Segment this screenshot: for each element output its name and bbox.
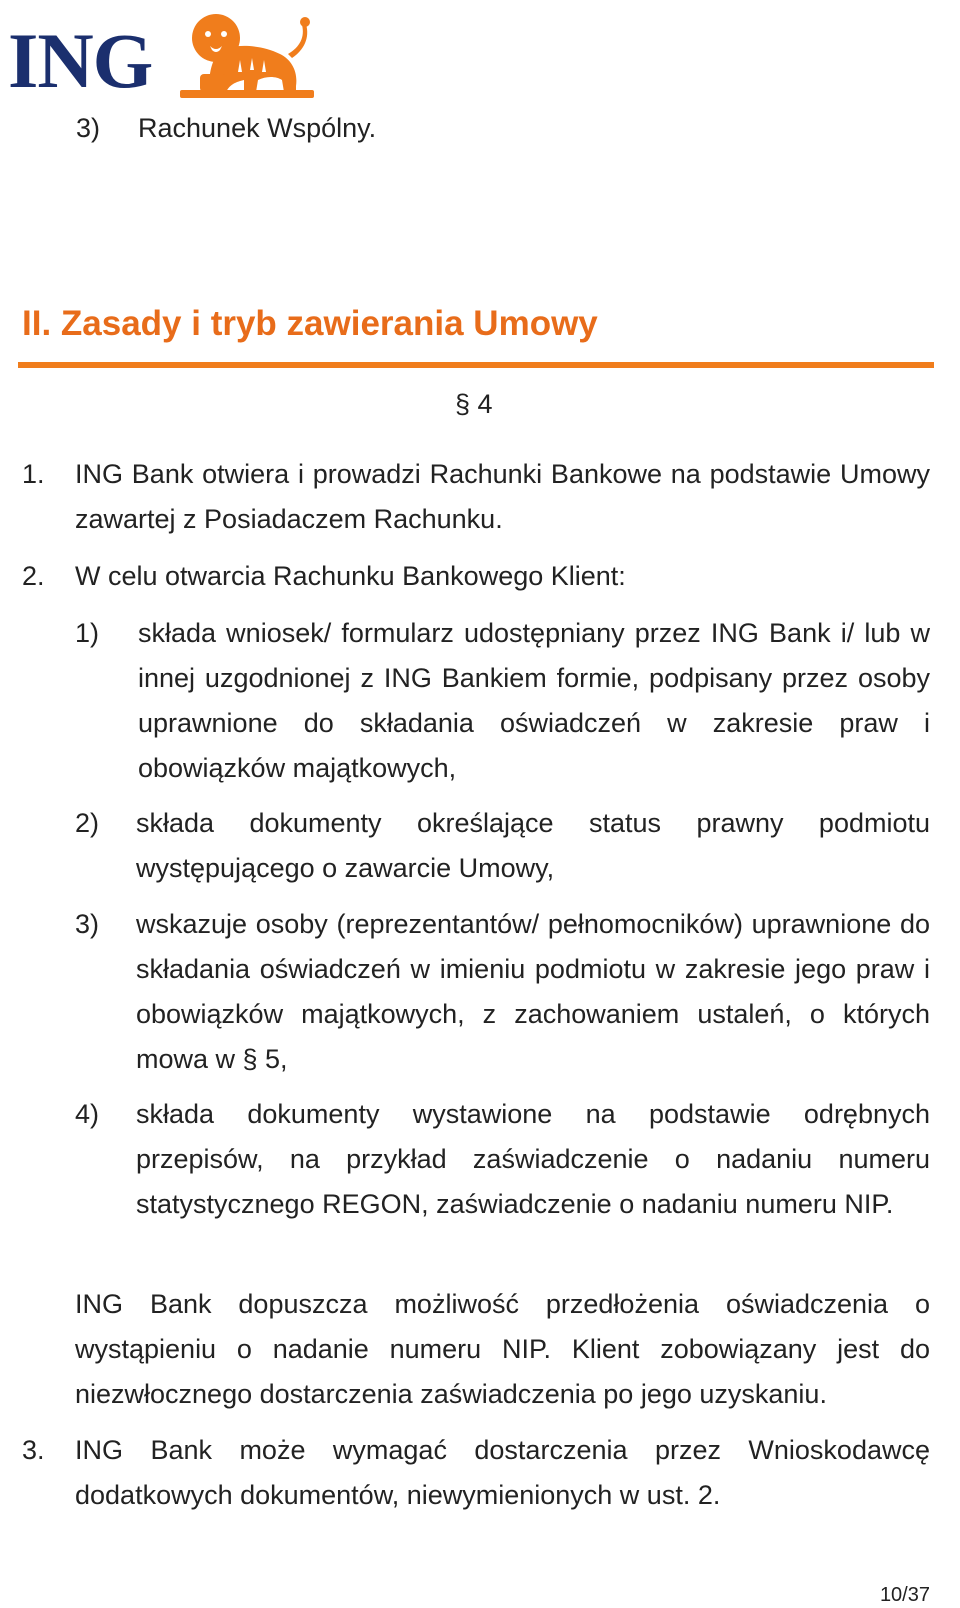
paragraph-mark: § 4 — [455, 389, 493, 419]
subpoint-number: 3) — [75, 909, 100, 939]
subpoint-text: składa wniosek/ formularz udostępniany przez ING Bank i/ lub w innej uzgodnionej z ING Bankiem formie, podpisany przez osoby uprawnione do składania oświadczeń w zakresie praw i obowiązków majątkowych, — [138, 618, 930, 783]
page-number: 10/37 — [879, 1584, 930, 1606]
ing-logo — [8, 10, 308, 104]
point-number: 1. — [22, 459, 45, 489]
point-number: 3. — [22, 1435, 45, 1465]
nip-note-paragraph: ING Bank dopuszcza możliwość przedłożenia oświadczenia o wystąpieniu o nadanie numeru NIP. Klient zobowiązany jest do niezwłocznego dostarczenia zaświadczenia po jego uzyskaniu. — [75, 1289, 930, 1409]
logo-wordmark: ING — [8, 17, 153, 104]
point-text: W celu otwarcia Rachunku Bankowego Klient: — [75, 561, 626, 591]
subpoint-text: wskazuje osoby (reprezentantów/ pełnomocników) uprawnione do składania oświadczeń w imieniu podmiotu w zakresie jego praw i obowiązków majątkowych, z zachowaniem ustaleń, o których mowa w § 5, — [136, 909, 930, 1074]
subpoint-number: 2) — [75, 808, 100, 838]
item-text: Rachunek Wspólny. — [138, 113, 377, 143]
point-text: ING Bank może wymagać dostarczenia przez Wnioskodawcę dodatkowych dokumentów, niewymienionych w ust. 2. — [75, 1435, 930, 1510]
item-number: 3) — [76, 113, 101, 143]
lion-logo-icon — [180, 10, 314, 100]
subpoint-text: składa dokumenty określające status prawny podmiotu występującego o zawarcie Umowy, — [136, 808, 930, 883]
section-heading: II. Zasady i tryb zawierania Umowy — [22, 304, 598, 343]
subpoint-number: 4) — [75, 1099, 100, 1129]
subpoint-text: składa dokumenty wystawione na podstawie odrębnych przepisów, na przykład zaświadczenie o nadaniu numeru statystycznego REGON, zaświadczenie o nadaniu numeru NIP. — [136, 1099, 930, 1219]
subpoint-number: 1) — [75, 618, 100, 648]
heading-divider — [18, 362, 934, 368]
point-text: ING Bank otwiera i prowadzi Rachunki Bankowe na podstawie Umowy zawartej z Posiadaczem Rachunku. — [75, 459, 930, 534]
point-number: 2. — [22, 561, 45, 591]
